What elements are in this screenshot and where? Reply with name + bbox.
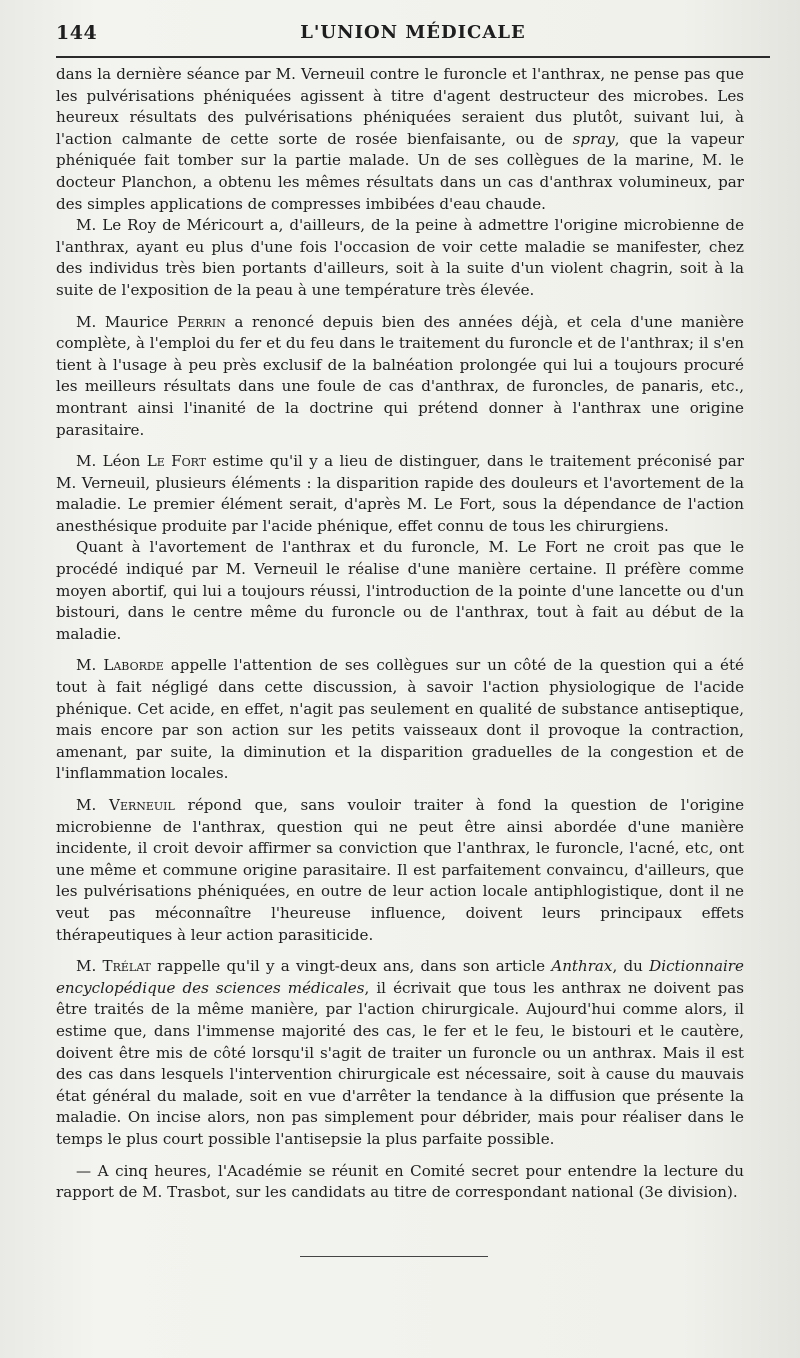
paragraph-7-text: répond que, sans vouloir traiter à fond la question de l'origine microbienne de l'anthrax, question qui ne peut être ainsi abordée d'une manière incidente, il croit devoir affirmer sa conviction que l'anthrax, le furoncle, l'acné, etc, ont une même et commune origine parasitaire. Il est parfaitement convaincu, d'ailleurs, que les pulvérisations phéniquées, en outre de leur action locale antiphlogistique, dont il ne veut pas méconnaître l'heureuse influence, doivent leurs principaux effets thérapeutiques à leur action parasiticide. bbox=[56, 796, 744, 944]
paragraph-5: Quant à l'avortement de l'anthrax et du furoncle, M. Le Fort ne croit pas que le procédé indiqué par M. Verneuil le réalise d'une manière certaine. Il préfère comme moyen abortif, qui lui a toujours réussi, l'introduction de la pointe d'une lancette ou d'un bistouri, dans le centre même du furoncle ou de l'anthrax, tout à fait au début de la maladie. bbox=[56, 538, 744, 643]
speaker-title: M. Léon bbox=[76, 452, 141, 471]
speaker-laborde: Laborde bbox=[103, 656, 164, 675]
dictionary-title: Dictionnaire encyclopédique des sciences médicales bbox=[56, 957, 744, 997]
paragraph-1 bbox=[56, 64, 744, 215]
paragraph-7 bbox=[56, 795, 744, 946]
paragraph-1-end: , que la vapeur phéniquée fait tomber sur la partie malade. Un de ses collègues de la marine, M. le docteur Planchon, a obtenu les mêmes résultats dans un cas d'anthrax volumineux, par des simples applications de compresses imbibées d'eau chaude. bbox=[56, 129, 744, 213]
speaker-le-fort: Le Fort bbox=[146, 452, 207, 471]
header-rule bbox=[56, 56, 770, 58]
paragraph-9: — A cinq heures, l'Académie se réunit en Comité secret pour entendre la lecture du rapport de M. Trasbot, sur les candidats au titre de correspondant national (3e division). bbox=[56, 1161, 744, 1202]
section-divider bbox=[300, 1256, 488, 1257]
page-number: 144 bbox=[56, 22, 98, 44]
speaker-title: M. bbox=[76, 656, 97, 675]
paragraph-6-text: appelle l'attention de ses collègues sur un côté de la question qui a été tout à fait négligé dans cette discussion, à savoir l'action physiologique de l'acide phénique. Cet acide, en effet, n'agit pas seulement en qualité de substance antiseptique, mais encore par son action sur les petits vaisseaux dont il provoque la contraction, amenant, par suite, la diminution et la disparition graduelles de la congestion et de l'inflammation locales. bbox=[56, 656, 744, 783]
journal-title: L'UNION MÉDICALE bbox=[300, 22, 526, 43]
paragraph-8-text-b: , du bbox=[612, 957, 643, 976]
paragraph-6 bbox=[56, 655, 744, 785]
speaker-verneuil: Verneuil bbox=[109, 796, 175, 814]
paragraph-8-text-c: , il écrivait que tous les anthrax ne doivent pas être traités de la même manière, par l'action chirurgicale. Aujourd'hui comme alors, il estime que, dans l'immense majorité des cas, le fer et le feu, le bistouri et le cautère, doivent être mis de côté lorsqu'il s'agit de traiter un furoncle ou un anthrax. Mais il est des cas dans lesquels l'intervention chirurgicale est nécessaire, soit à cause du mauvais état général du malade, soit en vue d'arrêter la tendance à la diffusion que présente la maladie. On incise alors, non pas simplement pour débrider, mais pour réaliser dans le temps le plus court possible l'antisepsie la plus parfaite possible. bbox=[56, 978, 744, 1148]
paragraph-4 bbox=[56, 451, 744, 537]
page-header bbox=[56, 22, 770, 52]
paragraph-4-text: estime qu'il y a lieu de distinguer, dans le traitement préconisé par M. Verneuil, plusieurs éléments : la disparition rapide des douleurs et l'avortement de la maladie. Le premier élément serait, d'après M. Le Fort, sous la dépendance de l'action anesthésique produite par l'acide phénique, effet connu de tous les chirurgiens. bbox=[56, 452, 744, 535]
paragraph-1-text: dans la dernière séance par M. Verneuil contre le furoncle et l'anthrax, ne pense pas que les pulvérisations phéniquées agissent à titre d'agent destructeur des microbes. Les heureux résultats des pulvérisations phéniquées seraient dus plutôt, suivant lui, à l'action calmante de cette sorte de rosée bienfaisante, ou de bbox=[56, 65, 744, 148]
speaker-trelat: Trélat bbox=[102, 957, 151, 976]
article-body bbox=[56, 64, 744, 1204]
speaker-perrin: Perrin bbox=[177, 312, 226, 331]
paragraph-8 bbox=[56, 956, 744, 1150]
paragraph-8-text-a: rappelle qu'il y a vingt-deux ans, dans son article bbox=[157, 957, 546, 976]
speaker-title: M. Maurice bbox=[76, 312, 169, 331]
speaker-title: M. bbox=[76, 796, 97, 814]
article-title: Anthrax bbox=[551, 957, 613, 976]
paragraph-3 bbox=[56, 312, 744, 442]
spray-term: spray bbox=[572, 129, 615, 148]
paragraph-3-text: a renoncé depuis bien des années déjà, et cela d'une manière complète, à l'emploi du fer et du feu dans le traitement du furoncle et de l'anthrax; il s'en tient à l'usage à peu près exclusif de la balnéation prolongée qui lui a toujours procuré les meilleurs résultats dans une foule de cas d'anthrax, de furoncles, de panaris, etc., montrant ainsi l'inanité de la doctrine qui prétend donner à l'anthrax une origine parasitaire. bbox=[56, 312, 744, 439]
paragraph-2: M. Le Roy de Méricourt a, d'ailleurs, de la peine à admettre l'origine microbienne de l'anthrax, ayant eu plus d'une fois l'occasion de voir cette maladie se manifester, chez des individus très bien portants d'ailleurs, soit à la suite d'un violent chagrin, soit à la suite de l'exposition de la peau à une température très élevée. bbox=[56, 216, 744, 299]
speaker-title: M. bbox=[76, 957, 97, 976]
